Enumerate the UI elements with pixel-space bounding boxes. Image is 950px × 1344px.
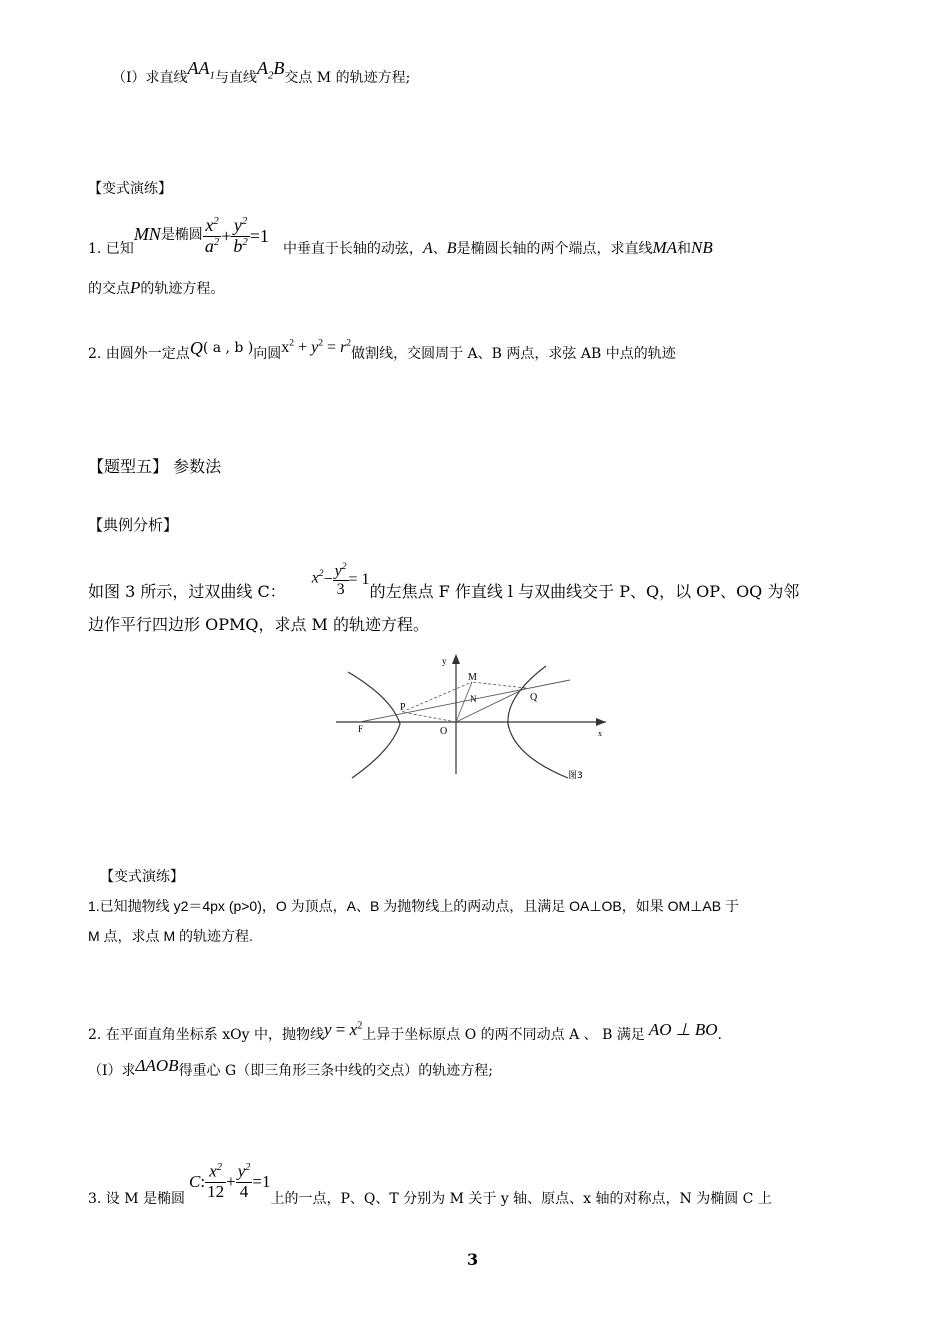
math-a2b: $A_2B$: [256, 58, 285, 82]
variant-problem-1-line2: 的交点P的轨迹方程。: [88, 278, 225, 297]
segment-op: [402, 712, 456, 722]
segment-oq: [456, 688, 526, 722]
variant-heading-2: 【变式演练】: [100, 869, 184, 885]
hyperbola-left-branch: [348, 672, 400, 778]
variant2-problem-1-line2: M 点，求点 M 的轨迹方程.: [88, 928, 253, 944]
y-axis-arrow: [452, 654, 460, 664]
label-o: O: [440, 726, 448, 737]
ellipse-c-equation: C : $\frac{x^2}{12}$ + $\frac{y^2}{4}$ =1: [189, 1162, 271, 1201]
ellipse-equation: $\frac{x^2}{a^2}$ + $\frac{y^2}{b^2}$ =1: [204, 214, 269, 256]
x-axis-arrow: [596, 718, 606, 726]
problem-part-i: （I）求直线$AA_1$与直线$A_2B$交点 M 的轨迹方程;: [112, 58, 411, 86]
label-q: Q: [530, 692, 538, 703]
label-x: x: [598, 729, 602, 738]
example-problem-line1: 如图 3 所示，过双曲线 C： $x^2$ − $\frac{y^2}{3}$ = 1 的左焦点 F 作直线 l 与双曲线交于 P、Q，以 OP、OQ 为邻: [88, 560, 800, 601]
variant2-problem-2-line1: 2. 在平面直角坐标系 xOy 中，抛物线$y = x^2$上异于坐标原点 O 的两不同动点 A 、 B 满足 AO ⊥ BO.: [88, 1020, 722, 1043]
line-l: [360, 680, 570, 722]
variant-heading: 【变式演练】: [88, 181, 172, 197]
math-aa1: $AA_1$: [187, 58, 215, 82]
label-p: P: [400, 702, 406, 713]
example-heading: 【典例分析】: [88, 516, 179, 534]
segment-qm: [472, 682, 526, 688]
label-m: M: [468, 672, 477, 683]
label-f: F: [358, 724, 364, 734]
variant2-problem-1-line1: 1.已知抛物线 y2＝4px (p>0)，O 为顶点，A、B 为抛物线上的两动点，且满足 OA⊥OB，如果 OM⊥AB 于: [88, 898, 739, 914]
circle-equation: $x^2 + y^2 = r^2$: [281, 337, 352, 356]
variant-problem-2: 2. 由圆外一定点Q( a , b )向圆$x^2 + y^2 = r^2$做割线，交圆周于 A、B 两点，求弦 AB 中点的轨迹: [88, 337, 676, 362]
variant2-problem-2-line2: （I）求ΔAOB得重心 G（即三角形三条中线的交点）的轨迹方程;: [88, 1056, 493, 1079]
label-y: y: [442, 656, 447, 666]
page-number: 3: [467, 1250, 479, 1269]
hyperbola-figure: [330, 652, 620, 782]
label-n: N: [470, 694, 477, 704]
variant-problem-1-line1: 1. 已知 MN 是椭圆 $\frac{x^2}{a^2}$ + $\frac{y^2}{b^2}$ =1 中垂直于长轴的动弦，A、B是椭圆长轴的两个端点，求直线MA和NB: [88, 214, 713, 257]
section-heading-type5: 【题型五】 参数法: [88, 457, 222, 476]
figure-caption: 图3: [568, 771, 583, 781]
variant2-problem-3: 3. 设 M 是椭圆 C : $\frac{x^2}{12}$ + $\frac{y^2}{4}$ =1 上的一点，P、Q、T 分别为 M 关于 y 轴、原点、x 轴的对称点，N 为椭圆 C 上: [88, 1162, 772, 1207]
hyperbola-equation: $x^2$ − $\frac{y^2}{3}$ = 1: [311, 560, 370, 598]
example-problem-line2: 边作平行四边形 OPMQ，求点 M 的轨迹方程。: [88, 615, 430, 634]
parabola-equation: $y = x^2$: [324, 1020, 363, 1039]
